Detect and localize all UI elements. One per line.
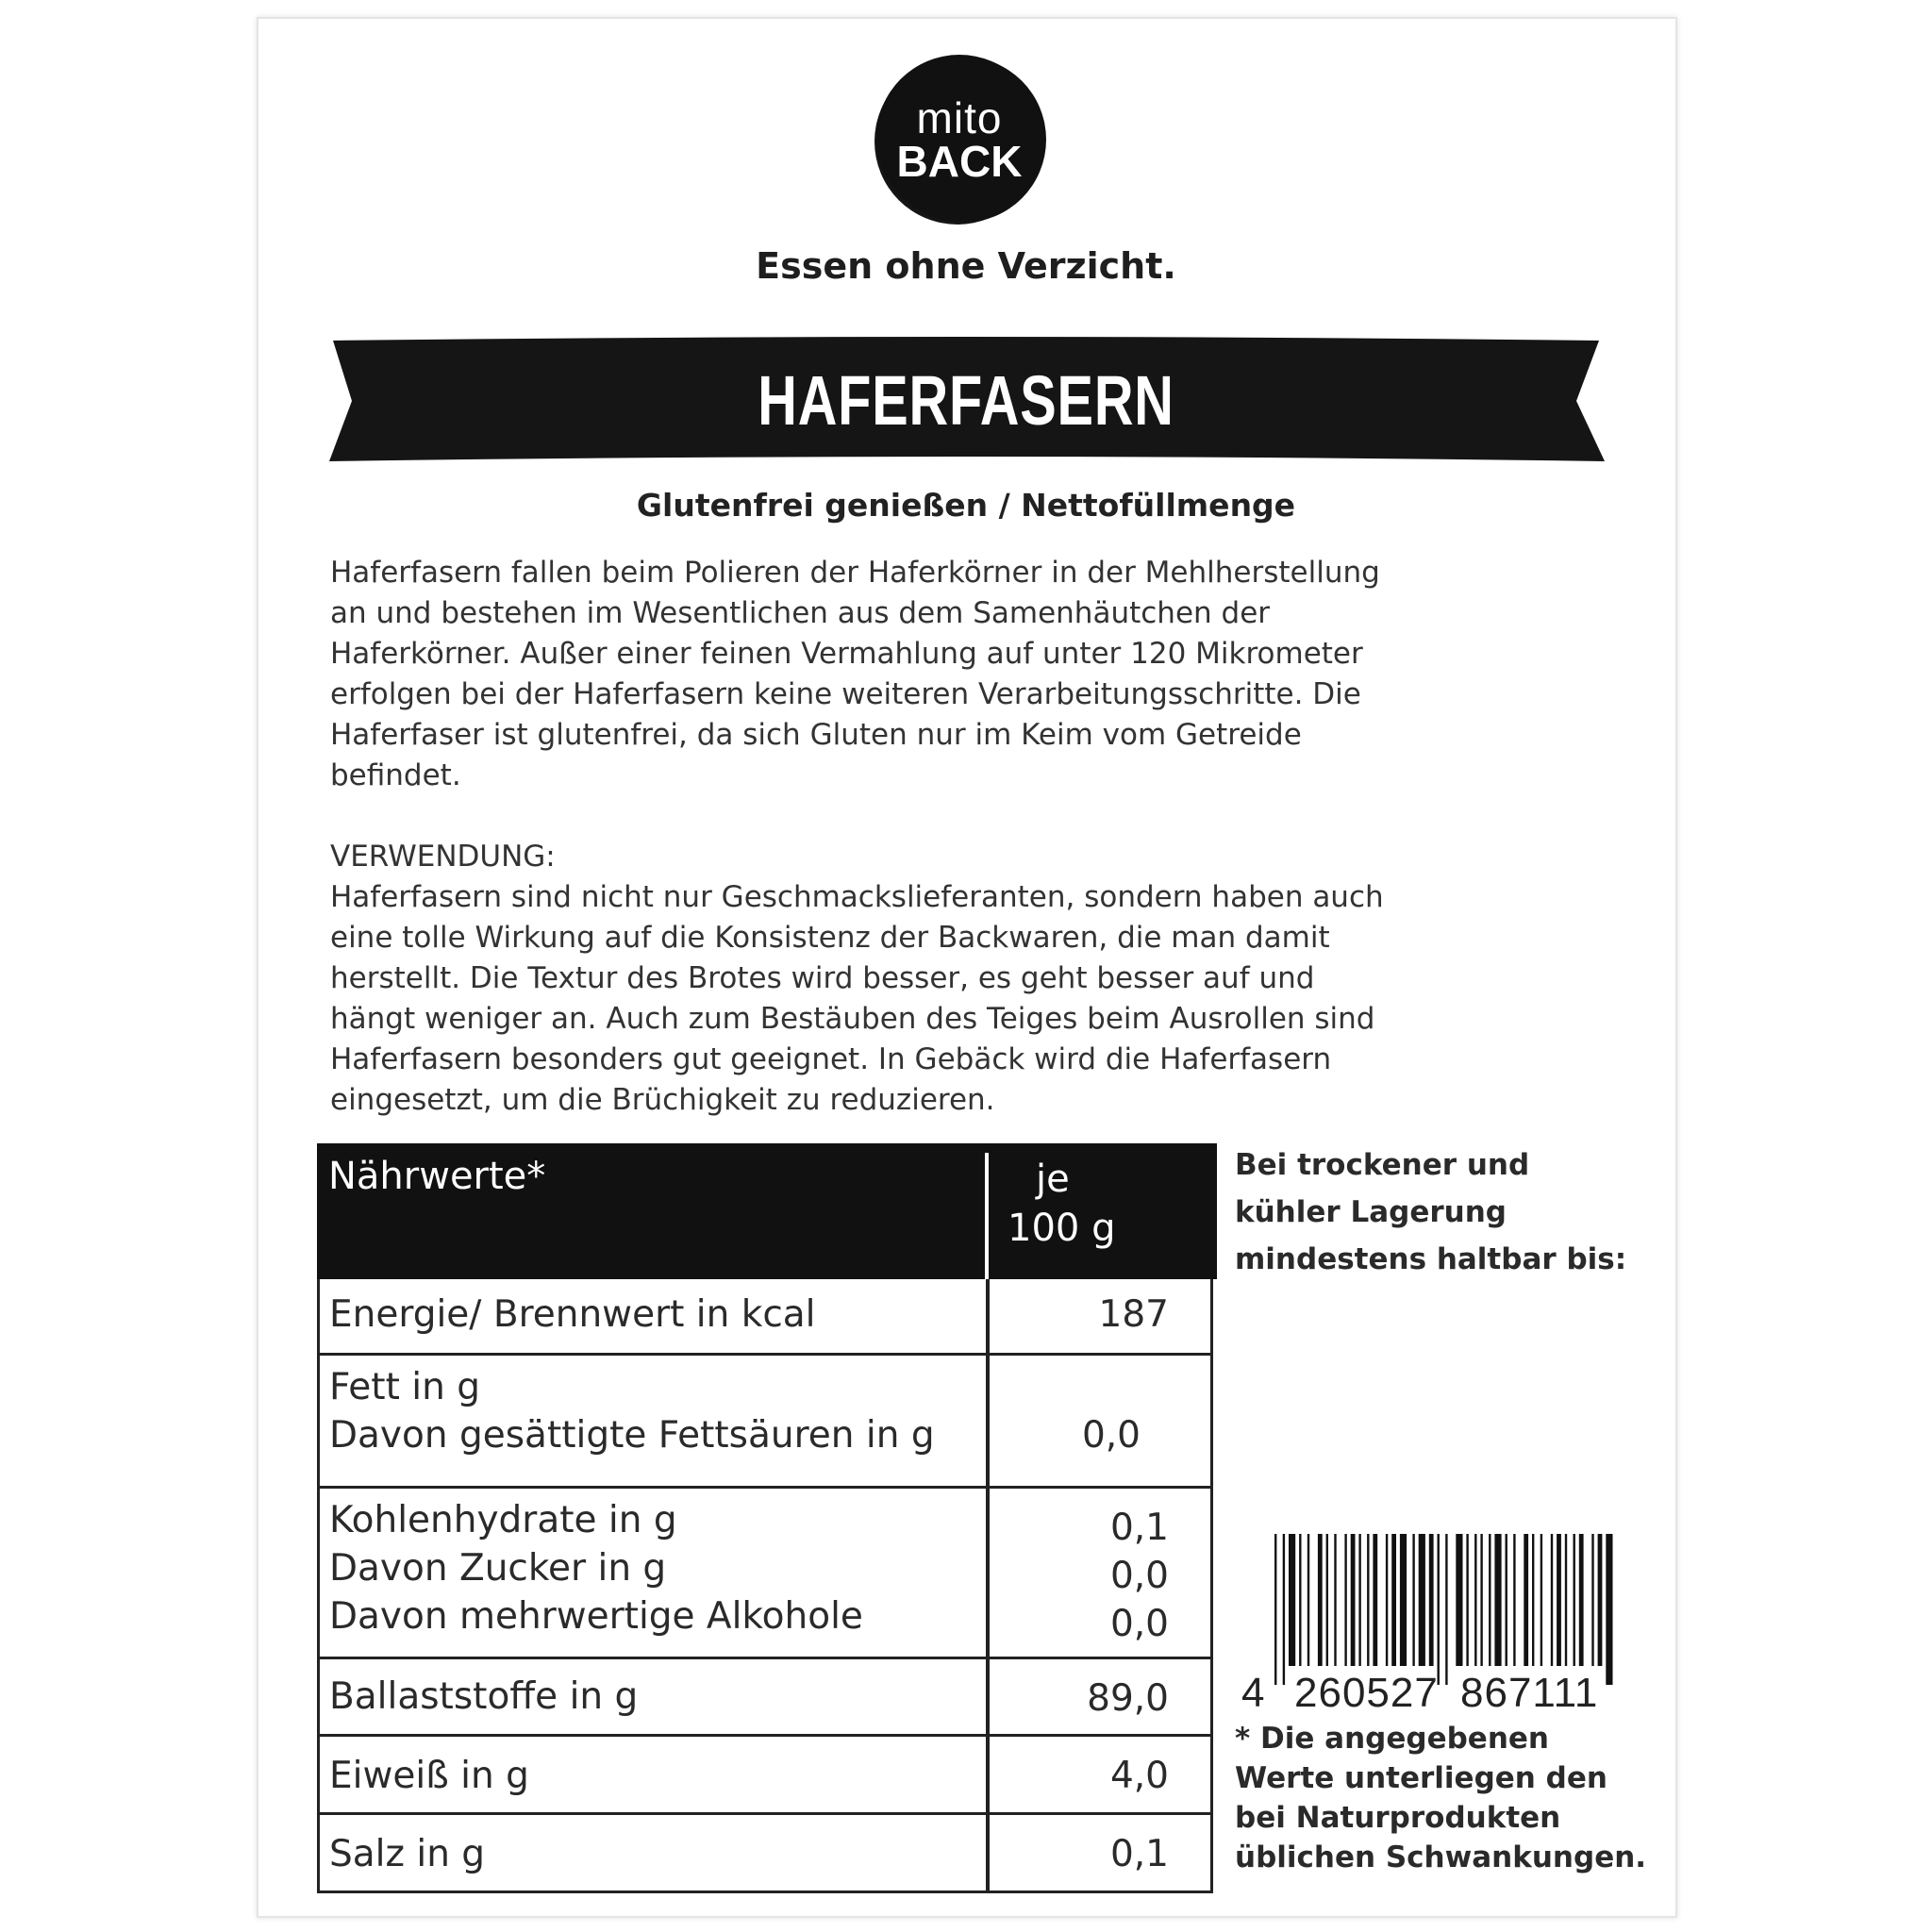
barcode-bar (1551, 1534, 1553, 1666)
barcode-bar (1524, 1534, 1528, 1666)
barcode-bar (1391, 1534, 1396, 1666)
mitoback-logo (876, 55, 1042, 221)
usage-line: Haferfasern sind nicht nur Geschmackslieferanten, sondern haben auch (330, 880, 1384, 914)
usage-line: eine tolle Wirkung auf die Konsistenz der Backwaren, die man damit (330, 921, 1330, 955)
barcode-bar (1400, 1534, 1407, 1666)
row-label: Energie/ Brennwert in kcal (329, 1293, 816, 1336)
table-row (317, 1815, 1213, 1893)
logo-text-back: BACK (896, 137, 1023, 186)
barcode-bar (1326, 1534, 1328, 1666)
storage-note (1235, 1141, 1626, 1283)
barcode-bar (1438, 1534, 1440, 1685)
barcode-bar (1445, 1534, 1447, 1685)
row-value: 4,0 (1109, 1755, 1169, 1797)
barcode-bar (1480, 1534, 1482, 1666)
header-unit (1008, 1155, 1196, 1253)
logo-text-mito: mito (916, 93, 1003, 142)
nutrition-table-header (317, 1143, 1217, 1279)
footnote-line: Werte unterliegen den (1235, 1761, 1607, 1795)
row-value: 0,1 (1109, 1833, 1169, 1875)
row-value: 187 (1098, 1293, 1169, 1336)
description-line: erfolgen bei der Haferfasern keine weiteren Verarbeitungsschritte. Die (330, 677, 1361, 711)
barcode-bar (1307, 1534, 1309, 1666)
barcode-bar (1318, 1534, 1323, 1666)
barcode-bar (1557, 1534, 1561, 1666)
storage-line: Bei trockener und (1235, 1148, 1530, 1182)
barcode-bar (1489, 1534, 1491, 1666)
barcode-bar (1541, 1534, 1542, 1666)
row-label: Fett in g (329, 1366, 480, 1408)
tagline: Essen ohne Verzicht. (756, 245, 1176, 287)
table-row (317, 1489, 1213, 1659)
barcode-bar (1474, 1534, 1476, 1666)
footnote (1235, 1719, 1646, 1877)
description-line: Haferfasern fallen beim Polieren der Haferkörner in der Mehlherstellung (330, 556, 1380, 590)
barcode-bar (1494, 1534, 1501, 1666)
barcode-bar (1419, 1534, 1425, 1666)
product-title: HAFERFASERN (758, 361, 1174, 440)
usage-heading: VERWENDUNG: (330, 840, 556, 874)
row-label: Davon gesättigte Fettsäuren in g (329, 1414, 935, 1457)
barcode-bar (1506, 1534, 1507, 1666)
header-label: Nährwerte* (328, 1155, 546, 1198)
description-line: befindet. (330, 758, 461, 792)
usage-line: eingesetzt, um die Brüchigkeit zu reduzieren. (330, 1083, 995, 1117)
row-value: 0,0 (1109, 1555, 1169, 1597)
description-line: an und bestehen im Wesentlichen aus dem Samenhäutchen der (330, 596, 1271, 630)
header-unit-je: je (1036, 1158, 1070, 1201)
header-divider (985, 1153, 989, 1279)
barcode-bar (1367, 1534, 1369, 1666)
barcode (1269, 1534, 1613, 1685)
row-label: Davon mehrwertige Alkohole (329, 1595, 863, 1638)
row-value: 89,0 (1087, 1677, 1169, 1720)
table-row (317, 1356, 1213, 1489)
storage-line: kühler Lagerung (1235, 1195, 1507, 1229)
barcode-bar (1358, 1534, 1360, 1666)
description-line: Haferkörner. Außer einer feinen Vermahlung auf unter 120 Mikrometer (330, 637, 1363, 671)
barcode-bar (1289, 1534, 1295, 1666)
barcode-bar (1283, 1534, 1285, 1685)
barcode-bar (1429, 1534, 1434, 1666)
footnote-line: üblichen Schwankungen. (1235, 1840, 1647, 1874)
barcode-bar (1334, 1534, 1336, 1666)
barcode-digit-first: 4 (1241, 1670, 1265, 1716)
table-row (317, 1737, 1213, 1815)
description-line: Haferfaser ist glutenfrei, da sich Gluten nur im Keim vom Getreide (330, 718, 1302, 752)
barcode-group-2: 867111 (1460, 1670, 1599, 1716)
footnote-line: bei Naturprodukten (1235, 1801, 1561, 1835)
footnote-line: * Die angegebenen (1235, 1722, 1549, 1756)
barcode-bar (1299, 1534, 1301, 1666)
table-row (317, 1279, 1213, 1356)
barcode-bar (1412, 1534, 1414, 1666)
nutrition-table (317, 1143, 1217, 1893)
barcode-bar (1591, 1534, 1593, 1666)
barcode-bar (1386, 1534, 1388, 1666)
subtitle: Glutenfrei genießen / Nettofüllmenge (636, 487, 1296, 524)
barcode-bar (1513, 1534, 1515, 1666)
row-label: Salz in g (329, 1833, 486, 1875)
barcode-bar (1344, 1534, 1346, 1666)
usage-line: herstellt. Die Textur des Brotes wird besser, es geht besser auf und (330, 961, 1315, 995)
barcode-bar (1351, 1534, 1356, 1666)
description (330, 553, 1557, 796)
row-value: 0,1 (1109, 1507, 1169, 1549)
usage-line: Haferfasern besonders gut geeignet. In Gebäck wird die Haferfasern (330, 1042, 1332, 1076)
barcode-bar (1456, 1534, 1462, 1666)
barcode-bar (1373, 1534, 1377, 1666)
barcode-bar (1274, 1534, 1276, 1685)
row-value: 0,0 (1109, 1603, 1169, 1645)
row-label: Eiweiß in g (329, 1755, 529, 1797)
row-label: Davon Zucker in g (329, 1547, 667, 1590)
barcode-bar (1579, 1534, 1584, 1666)
usage-section (330, 837, 1557, 1121)
barcode-bar (1466, 1534, 1468, 1666)
usage-line: hängt weniger an. Auch zum Bestäuben des Teiges beim Ausrollen sind (330, 1002, 1375, 1036)
row-value: 0,0 (1081, 1414, 1141, 1457)
barcode-bar (1574, 1534, 1575, 1666)
barcode-bar (1598, 1534, 1603, 1666)
barcode-group-1: 260527 (1294, 1670, 1439, 1716)
row-label: Kohlenhydrate in g (329, 1499, 677, 1541)
table-row (317, 1659, 1213, 1737)
header-unit-100g: 100 g (1008, 1207, 1116, 1250)
storage-line: mindestens haltbar bis: (1235, 1242, 1627, 1276)
barcode-bar (1532, 1534, 1534, 1666)
barcode-bar (1565, 1534, 1567, 1666)
barcode-bar (1606, 1534, 1612, 1685)
row-label: Ballaststoffe in g (329, 1675, 639, 1718)
